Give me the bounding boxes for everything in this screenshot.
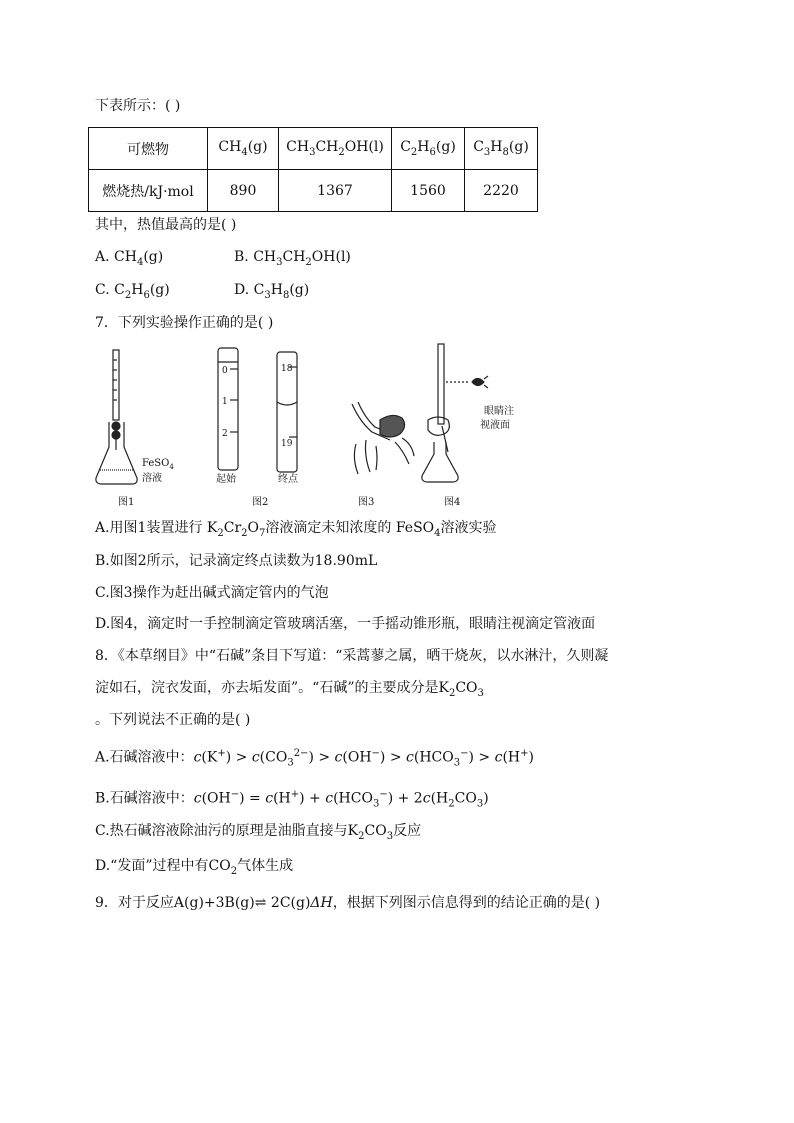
q7-option-d: D.图4，滴定时一手控制滴定管玻璃活塞，一手摇动锥形瓶，眼睛注视滴定管液面 [95,616,596,632]
table-row [89,170,538,212]
svg-text:1: 1 [222,397,228,407]
q8-stem-line2: 淀如石，浣衣发面，亦去垢发面”。“石碱”的主要成分是$K_2CO_3$ [95,680,484,699]
figure-label-solution2: 溶液 [142,473,162,484]
q7-stem: 7．下列实验操作正确的是( ) [95,315,274,331]
table-header-cell: $C_2H_6(g)$ [392,128,465,170]
table-header-cell: $C_3H_8(g)$ [465,128,538,170]
svg-text:19: 19 [281,439,293,449]
table-header-cell: $CH_4(g)$ [208,128,279,170]
bubble-removal-figure [352,402,414,474]
q8-option-c: C.热石碱溶液除油污的原理是油脂直接与$K_2CO_3$反应 [95,823,422,842]
table-cell: 2220 [465,170,538,212]
q7-option-a: A.用图1装置进行 $K_2Cr_2O_7$溶液滴定未知浓度的 FeSO$_4$溶液实验 [95,520,497,539]
q6-option-d: D. $C_3H_8(g)$ [234,282,310,301]
figure-caption-3: 图3 [358,497,375,508]
q8-stem-line3: 。下列说法不正确的是( ) [95,712,251,728]
q7-option-b: B.如图2所示，记录滴定终点读数为18.90mL [95,553,378,569]
table-cell: 1367 [279,170,392,212]
q8-option-b: B.石碱溶液中：$c(OH^-) = c(H^+) + c(HCO_3^-) + 2c(H_2CO_3)$ [95,789,489,810]
figure-label-eye: 眼睛注 [484,406,514,417]
table-cell: 燃烧热/kJ·mol [89,170,208,212]
figure-caption-2: 图2 [252,497,269,508]
svg-text:18: 18 [281,364,293,374]
figure-caption-4: 图4 [444,497,461,508]
q6-option-a: A. $CH_4(g)$ [95,249,164,268]
q7-option-c: C.图3操作为赶出碱式滴定管内的气泡 [95,585,329,601]
q8-option-a: A.石碱溶液中：$c(K^+) > c(CO_3^{2-}) > c(OH^-) > c(HCO_3^-) > c(H^+)$ [95,748,534,769]
q8-option-d: D.“发面”过程中有$CO_2$气体生成 [95,858,294,877]
figure-label-end: 终点 [278,474,298,485]
q6-question: 其中，热值最高的是( ) [95,217,237,233]
burette-flask-figure [96,350,137,484]
figure-label-solution: FeSO$_4$ [142,458,174,471]
table-cell: 1560 [392,170,465,212]
svg-text:2: 2 [222,429,228,439]
table-row [89,128,538,170]
table-header-cell: $CH_3CH_2OH(l)$ [279,128,392,170]
q7-figures [90,342,530,512]
table-header-cell: 可燃物 [89,128,208,170]
svg-text:0: 0 [222,366,228,376]
figure-label-start: 起始 [216,474,236,485]
heat-table [88,127,538,212]
q9-stem: 9．对于反应A(g)+3B(g)⇌ 2C(g)ΔH，根据下列图示信息得到的结论正确的是( ) [95,895,601,911]
figure-caption-1: 图1 [118,497,135,508]
figure-label-eye2: 视液面 [480,420,510,431]
titration-figure [422,344,488,482]
q8-stem-line1: 8．《本草纲目》中“石碱”条目下写道：“采蒿蓼之属，晒干烧灰，以水淋汁，久则凝 [95,648,609,664]
q6-option-b: B. $CH_3CH_2OH(l)$ [234,249,351,268]
q6-stem-tail: 下表所示：( ) [95,98,181,114]
q6-option-c: C. $C_2H_6(g)$ [95,282,170,301]
table-cell: 890 [208,170,279,212]
